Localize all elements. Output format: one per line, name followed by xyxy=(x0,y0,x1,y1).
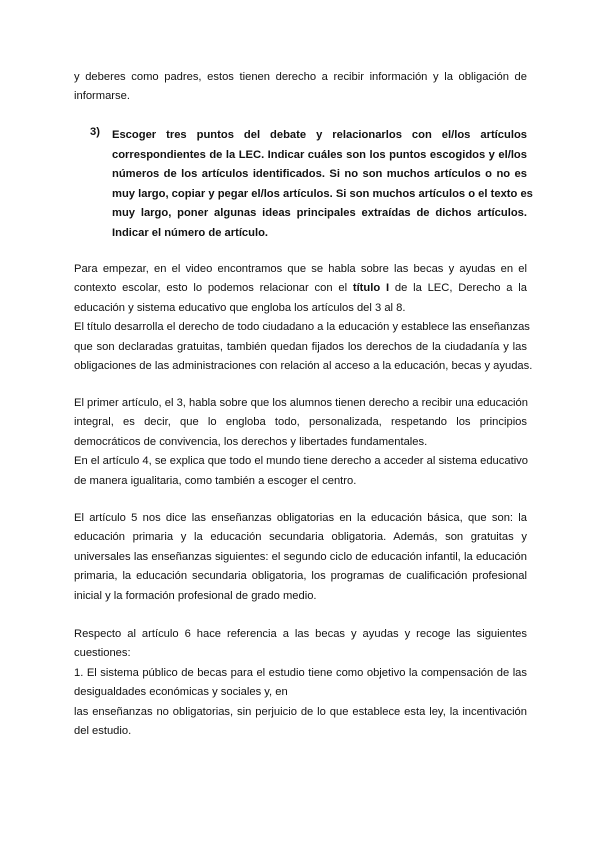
text-line xyxy=(74,279,527,298)
text-line: El artículo 5 nos dice las enseñanzas obligatorias en la educación básica, que son: la xyxy=(74,512,527,524)
text-line: del estudio. xyxy=(74,724,132,737)
item-number: 3) xyxy=(90,126,100,138)
text-line: correspondientes de la LEC. Indicar cuáles son los puntos escogidos y el/los xyxy=(112,148,527,161)
text-line: Para empezar, en el video encontramos que se habla sobre las becas y ayudas en el xyxy=(74,263,527,275)
text-run: contexto escolar, esto lo podemos relacionar con el xyxy=(74,282,353,295)
text-line: y deberes como padres, estos tienen derecho a recibir información y la obligación de xyxy=(74,71,527,83)
text-line: El primer artículo, el 3, habla sobre que los alumnos tienen derecho a recibir una educación xyxy=(74,397,528,409)
text-line: números de los artículos identificados. Si no son muchos artículos o no es xyxy=(112,168,527,181)
text-line: democráticos de convivencia, los derechos y libertades fundamentales. xyxy=(74,435,428,448)
paragraph-2 xyxy=(74,394,527,491)
text-line: inicial y la formación profesional de grado medio. xyxy=(74,589,317,602)
text-run: de la LEC, Derecho a la xyxy=(389,282,527,295)
task-text xyxy=(112,126,533,244)
text-line: desigualdades económicas y sociales y, en xyxy=(74,686,288,699)
text-line: muy largo, copiar y pegar el/los artículos. Si son muchos artículos o el texto es xyxy=(112,187,533,200)
paragraph-4 xyxy=(74,625,527,741)
text-line: 1. El sistema público de becas para el estudio tiene como objetivo la compensación de las xyxy=(74,666,527,679)
text-line: Indicar el número de artículo. xyxy=(112,226,269,239)
text-line: las enseñanzas no obligatorias, sin perjuicio de lo que establece esta ley, la incentivación xyxy=(74,705,527,718)
text-line: educación primaria y la educación secundaria obligatoria. Además, son gratuitas y xyxy=(74,531,527,544)
text-line: de manera igualitaria, como también a escoger el centro. xyxy=(74,474,357,487)
text-line: integral, es decir, que lo engloba todo, personalizada, respetando los principios xyxy=(74,416,527,429)
text-line: muy largo, poner algunas ideas principales extraídas de dichos artículos. xyxy=(112,207,527,220)
text-line: obligaciones de las administraciones con relación al acceso a la educación, becas y ayudas. xyxy=(74,359,533,372)
text-line: Respecto al artículo 6 hace referencia a las becas y ayudas y recoge las siguientes xyxy=(74,628,527,640)
bold-reference: título I xyxy=(352,282,390,295)
text-line: primaria, la educación secundaria obligatoria, los programas de cualificación profesional xyxy=(74,570,527,583)
text-line: informarse. xyxy=(74,90,130,103)
text-line: En el artículo 4, se explica que todo el mundo tiene derecho a acceder al sistema educativo xyxy=(74,455,528,468)
intro-paragraph xyxy=(74,68,527,107)
paragraph-3 xyxy=(74,509,527,606)
text-line: universales las enseñanzas siguientes: el segundo ciclo de educación infantil, la educación xyxy=(74,550,527,563)
text-line: educación y sistema educativo que engloba los artículos del 3 al 8. xyxy=(74,301,406,314)
text-line: cuestiones: xyxy=(74,647,131,660)
text-line: Escoger tres puntos del debate y relacionarlos con el/los artículos xyxy=(112,129,527,141)
text-line: que son declaradas gratuitas, también quedan fijados los derechos de la ciudadanía y las xyxy=(74,340,527,353)
text-line: El título desarrolla el derecho de todo ciudadano a la educación y establece las enseñanzas xyxy=(74,321,530,334)
paragraph-1 xyxy=(74,260,533,376)
